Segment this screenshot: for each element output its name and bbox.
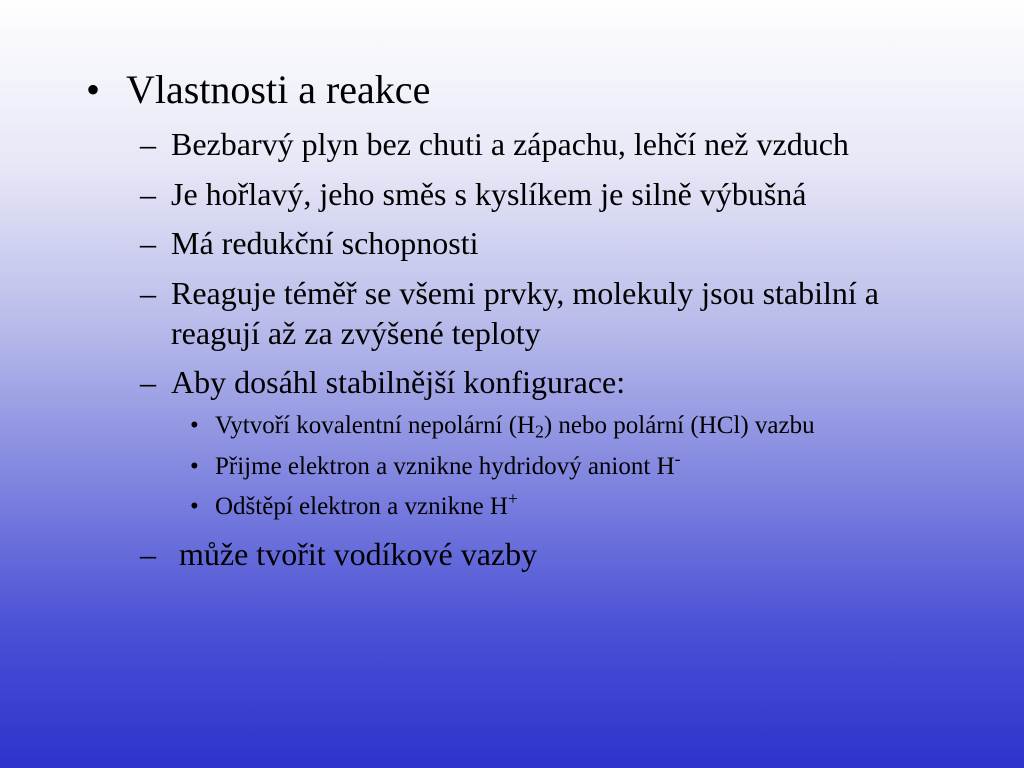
- subscript: 2: [535, 421, 544, 442]
- point-dash: –: [140, 275, 156, 311]
- point-text: Má redukční schopnosti: [171, 225, 479, 261]
- subpoint-text-part: Přijme elektron a vznikne hydridový aniont H: [215, 453, 675, 480]
- point-dash: –: [140, 364, 156, 400]
- point-text: Aby dosáhl stabilnější konfigurace:: [171, 364, 626, 400]
- subpoint-text-part: Vytvoří kovalentní nepolární (H: [215, 412, 536, 439]
- subpoint-bullet: •: [190, 412, 199, 439]
- subpoint-bullet: •: [190, 453, 199, 480]
- point-dash: –: [140, 126, 156, 162]
- point-text: může tvořit vodíkové vazby: [171, 536, 538, 572]
- superscript: +: [507, 488, 518, 509]
- superscript: -: [674, 448, 681, 469]
- point-dash: –: [140, 225, 156, 261]
- point-dash: –: [140, 176, 156, 212]
- subpoint-text-part: ) nebo polární (HCl) vazbu: [543, 412, 815, 439]
- point-text: Reaguje téměř se všemi prvky, molekuly jsou stabilní a: [171, 275, 879, 311]
- point-dash: –: [140, 536, 156, 572]
- subpoint-bullet: •: [190, 493, 199, 520]
- title-bullet: •: [86, 67, 101, 112]
- point-text: Je hořlavý, jeho směs s kyslíkem je silně výbušná: [171, 176, 807, 212]
- subpoint-text-part: Odštěpí elektron a vznikne H: [215, 493, 508, 520]
- subpoint-text: [215, 412, 815, 442]
- subpoint-text: [215, 488, 518, 520]
- slide-heading: Vlastnosti a reakce: [126, 67, 431, 112]
- point-text-continuation: reagují až za zvýšené teploty: [171, 315, 541, 351]
- point-text: Bezbarvý plyn bez chuti a zápachu, lehčí než vzduch: [171, 126, 849, 162]
- subpoint-text: [215, 448, 681, 480]
